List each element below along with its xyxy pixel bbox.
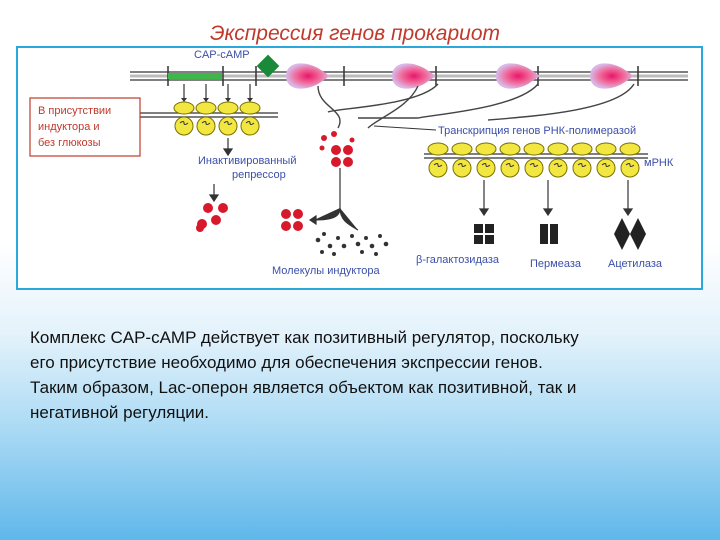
repressor-tetramer-bottom	[281, 209, 303, 231]
condition-line-1: В присутствии	[38, 105, 112, 117]
inducer-label: Молекулы индуктора	[272, 265, 380, 277]
page-title: Экспрессия генов прокариот	[209, 22, 501, 45]
paragraph-line-4: негативной регуляции.	[30, 403, 209, 422]
paragraph-line-2: его присутствие необходимо для обеспечения экспрессии генов.	[30, 353, 543, 372]
acetylase-shape	[614, 218, 646, 250]
cap-camp-label: CAP-cAMP	[194, 49, 250, 61]
product-label-permease: Пермеаза	[530, 258, 581, 270]
transcription-label: Транскрипция генов РНК-полимеразой	[438, 125, 637, 137]
mrna-label: мРНК	[644, 157, 674, 169]
explanation-paragraph	[30, 325, 690, 425]
cap-camp-diamond	[257, 55, 280, 78]
mrna-transcripts	[318, 84, 634, 128]
repressor-dimers-left	[196, 203, 228, 232]
condition-line-2: индуктора и	[38, 121, 100, 133]
transcription-pointer	[374, 126, 436, 130]
product-arrows	[480, 180, 632, 215]
inducer-molecules	[316, 232, 389, 256]
repressor-arrow	[224, 138, 232, 155]
beta-galactosidase-shape	[474, 224, 494, 244]
permease-shape	[540, 224, 558, 244]
ribosome-chain-left	[130, 84, 278, 135]
paragraph-line-3: Таким образом, Lac-оперон является объектом как позитивной, так и	[30, 378, 577, 397]
repressor-label-line-1: Инактивированный	[198, 155, 297, 167]
product-label-acetylase: Ацетилаза	[608, 258, 663, 270]
lac-operon-diagram	[16, 46, 703, 290]
product-label-beta-galactosidase: β-галактозидаза	[416, 254, 500, 266]
repressor-label-line-2: репрессор	[232, 169, 286, 181]
diagram-canvas	[18, 48, 701, 288]
promoter-region	[168, 73, 222, 79]
condition-line-3: без глюкозы	[38, 137, 101, 149]
paragraph-line-1: Комплекс CAP-cAMP действует как позитивный регулятор, поскольку	[30, 328, 579, 347]
repressor-tetramer-right	[331, 145, 353, 167]
ribosome-chain-right	[424, 143, 648, 177]
